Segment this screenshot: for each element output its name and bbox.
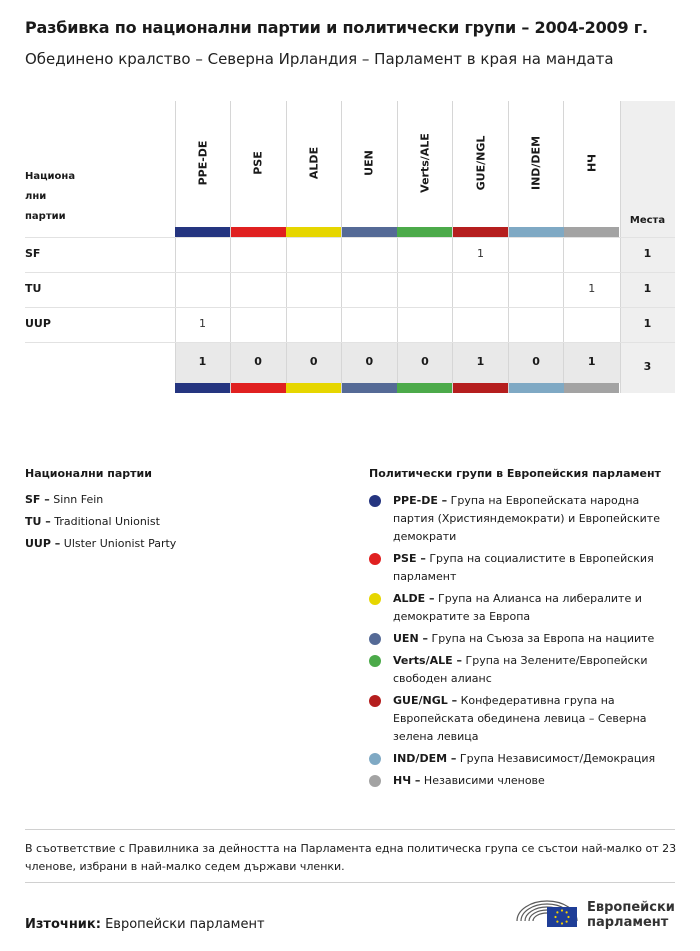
total-seats-row-tu: 1 — [643, 282, 652, 295]
national-parties-heading: Национални партии — [25, 467, 152, 480]
total-cell: 0 — [254, 355, 262, 368]
group-color-bar — [397, 227, 452, 237]
parliament-logo-icon — [513, 893, 583, 933]
group-color-dot — [369, 593, 381, 605]
legend-group-item: UEN – Група на Съюза за Европа на нациите — [393, 632, 655, 645]
group-color-bar — [175, 383, 230, 393]
row-label-uup: UUP — [25, 317, 51, 330]
total-cell: 0 — [309, 355, 318, 368]
legend-group-item: ALDE – Група на Алианса на либералите и демократите за Европа — [393, 592, 642, 623]
page-title: Разбивка по национални партии и политически групи – 2004-2009 г. — [25, 18, 648, 37]
legend-group-item: IND/DEM – Група Независимост/Демокрация — [393, 752, 656, 765]
legend-party-tu: TU – Traditional Unionist — [25, 515, 160, 528]
seats-column-header: Места — [629, 215, 666, 226]
column-header-0: PPE-DE — [196, 140, 209, 186]
group-color-bar — [342, 383, 397, 393]
group-color-bar — [509, 227, 564, 237]
total-cell: 1 — [587, 355, 596, 368]
table-cell: 1 — [477, 247, 484, 260]
political-groups-heading: Политически групи в Европейския парламент — [369, 467, 661, 480]
group-color-bar — [564, 383, 619, 393]
legend-group-item: НЧ – Независими членове — [393, 774, 545, 787]
column-header-2: ALDE — [307, 146, 321, 180]
row-label-tu: TU — [25, 282, 42, 295]
group-color-dot — [369, 775, 381, 787]
column-header-4: Verts/ALE — [418, 133, 432, 193]
row-divider — [25, 272, 675, 273]
breakdown-table — [25, 101, 675, 393]
column-header-5: GUE/NGL — [474, 135, 487, 191]
group-color-bar — [397, 383, 452, 393]
grand-total-seats: 3 — [643, 360, 652, 373]
column-header-6: IND/DEM — [529, 135, 543, 191]
total-cell: 0 — [365, 355, 374, 368]
total-cell: 1 — [198, 355, 207, 368]
group-color-bar — [231, 227, 286, 237]
total-seats-row-sf: 1 — [643, 247, 652, 260]
table-cell: 1 — [199, 317, 206, 330]
legend-group-item: PPE-DE – Група на Европейската народна партия (Християндемократи) и Европейските демократи — [393, 494, 660, 543]
rules-note: В съответствие с Правилника за дейността на Парламента една политическа група се състои най-малко от 23 членове, избрани в най-малко седем държави членки. — [25, 842, 677, 873]
group-color-dot — [369, 633, 381, 645]
group-color-dot — [369, 553, 381, 565]
column-header-7: НЧ — [585, 153, 599, 173]
legend-group-item: PSE – Група на социалистите в Европейския парламент — [393, 552, 654, 583]
group-color-bar — [286, 227, 341, 237]
group-color-bar — [509, 383, 564, 393]
parliament-logo-text: Европейски парламент — [587, 900, 675, 930]
group-color-dot — [369, 695, 381, 707]
page-subtitle: Обединено кралство – Северна Ирландия – Парламент в края на мандата — [25, 50, 614, 68]
row-divider — [25, 342, 675, 343]
legend-group-item: GUE/NGL – Конфедеративна група на Европейската обединена левица – Северна зелена левица — [393, 694, 647, 743]
legend-group-item: Verts/ALE – Група на Зелените/Европейски свободен алианс — [393, 654, 648, 685]
row-divider — [25, 307, 675, 308]
group-color-bar — [342, 227, 397, 237]
column-divider — [620, 101, 621, 393]
group-color-dot — [369, 753, 381, 765]
row-divider — [25, 237, 675, 238]
group-color-bar — [231, 383, 286, 393]
table-cell: 1 — [588, 282, 596, 295]
divider-top — [25, 829, 675, 830]
group-color-bar — [564, 227, 619, 237]
group-color-bar — [286, 383, 341, 393]
group-color-dot — [369, 655, 381, 667]
column-header-1: PSE — [251, 151, 265, 175]
group-color-bar — [175, 227, 230, 237]
party-column-header: Национа лни партии — [25, 171, 76, 222]
total-cell: 0 — [421, 355, 429, 368]
divider-bottom — [25, 882, 675, 883]
legend-party-uup: UUP – Ulster Unionist Party — [25, 537, 177, 550]
total-seats-row-uup: 1 — [643, 317, 652, 330]
total-cell: 0 — [532, 355, 540, 368]
group-color-bar — [453, 383, 508, 393]
legend-party-sf: SF – Sinn Fein — [25, 493, 104, 506]
total-cell: 1 — [476, 355, 485, 368]
source-line: Източник: Европейски парламент — [25, 917, 265, 932]
row-label-sf: SF — [25, 247, 41, 260]
group-color-bar — [453, 227, 508, 237]
group-color-dot — [369, 495, 381, 507]
column-header-3: UEN — [362, 150, 376, 176]
